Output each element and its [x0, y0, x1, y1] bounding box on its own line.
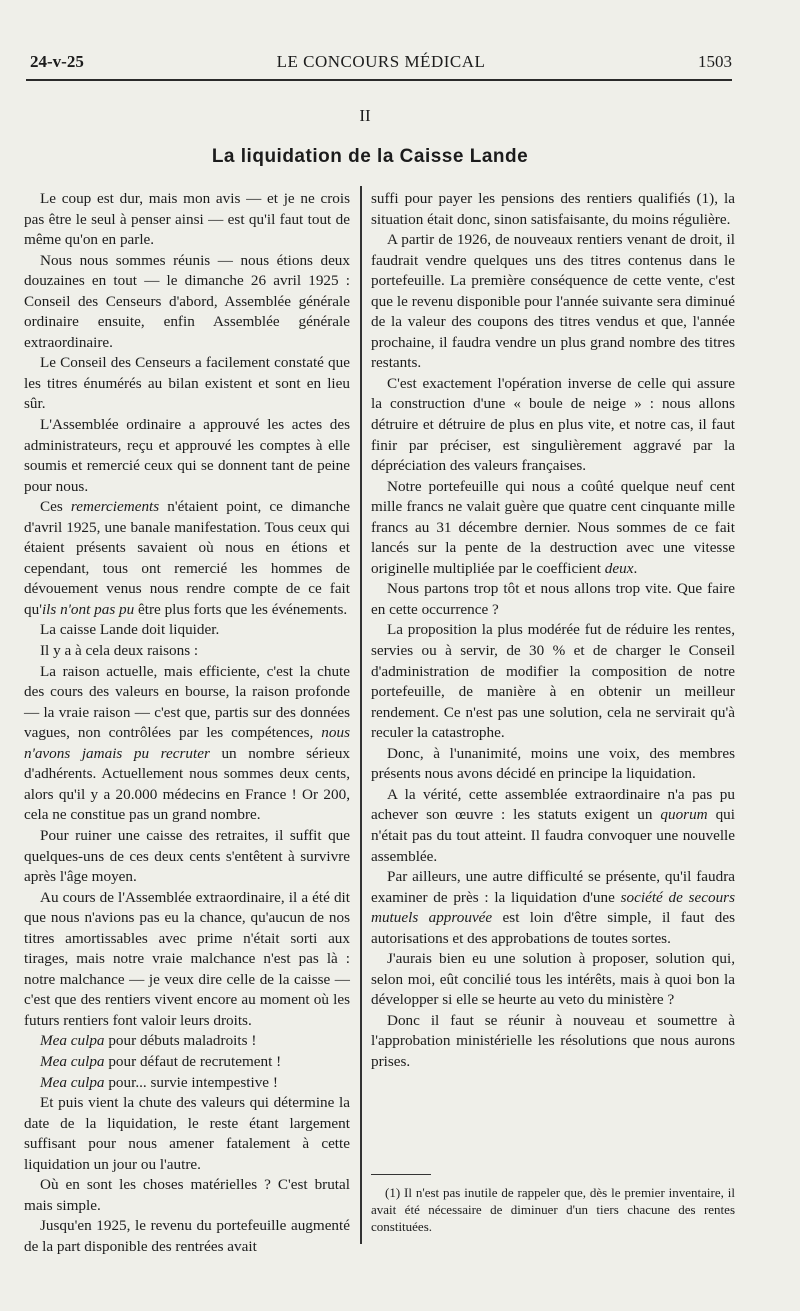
italic-text: quorum — [660, 806, 708, 824]
page-number: 1503 — [698, 52, 732, 71]
paragraph-text: n'étaient point, ce dimanche d'avril 1925, une banale manifestation. Tous ceux qui étaient présents savaient où nous en étions et cependant, tous ont remercié les hommes de dévouement venus nous rendre compte de ce fait qu' — [24, 498, 351, 618]
italic-text: Mea culpa — [40, 1052, 105, 1070]
paragraph: La caisse Lande doit liquider. — [40, 621, 220, 639]
italic-text: deux — [604, 559, 634, 577]
paragraph: L'Assemblée ordinaire a approuvé les actes des administrateurs, reçu et approuvé les comptes à elle soumis et remercié ceux qui se donnent tant de peine pour nous. — [24, 416, 350, 495]
paragraph — [24, 662, 350, 826]
running-header — [30, 52, 732, 76]
italic-text: ils n'ont pas pu — [41, 600, 135, 618]
paragraph-text: pour défaut de recrutement ! — [104, 1052, 282, 1070]
paragraph-text: pour débuts maladroits ! — [104, 1032, 257, 1050]
italic-text: société de secours mutuels approuvée — [371, 888, 736, 927]
paragraph: Le coup est dur, mais mon avis — et je ne crois pas être le seul à penser ainsi — est qu'il faut tout de même qu'on en parle. — [24, 190, 350, 249]
paragraph: Nous nous sommes réunis — nous étions deux douzaines en tout — le dimanche 26 avril 1925 : Conseil des Censeurs d'abord, Assemblée générale ordinaire ensuite, enfin Assemblée générale extraordinaire. — [24, 251, 350, 351]
paragraph-text: Par ailleurs, une autre difficulté se présente, qu'il faudra examiner de près : la liquidation d'une — [371, 868, 735, 906]
paragraph — [24, 1031, 350, 1052]
header-rule — [26, 79, 732, 81]
footnote — [371, 1184, 735, 1235]
paragraph: J'aurais bien eu une solution à proposer, solution qui, selon moi, eût concilié tous les intérêts, mais à quoi bon la développer si elle se heurte au veto du ministère ? — [371, 950, 735, 1009]
left-column — [24, 189, 350, 1257]
footnote-rule — [371, 1174, 431, 1175]
paragraph — [24, 1052, 350, 1073]
paragraph — [371, 785, 735, 867]
paragraph-text: suffi pour payer les pensions des rentiers qualifiés (1), la situation était donc, sinon satisfaisante, du moins régulière. — [371, 190, 735, 228]
paragraph-text: Ces — [40, 498, 71, 516]
section-number: II — [359, 106, 371, 125]
paragraph — [24, 497, 350, 620]
right-column — [371, 189, 735, 1073]
paragraph: La proposition la plus modérée fut de réduire les rentes, servies ou à servir, de 30 % et de charger le Conseil d'administration de modifier la composition de notre portefeuille, de manière à en obtenir un meilleur rendement. Ce n'est pas une solution, cela ne servirait qu'à reculer la catastrophe. — [371, 621, 735, 742]
paragraph-text: un nombre sérieux d'adhérents. Actuellement nous sommes deux cents, alors qu'il y a 20.000 médecins en France ! Or 200, cela ne constitue pas un grand nombre. — [24, 744, 351, 824]
paragraph-text: Notre portefeuille qui nous a coûté quelque neuf cent mille francs ne valait guère que quatre cent cinquante mille francs au 31 décembre dernier. Nous sommes de ce fait lancés sur la pente de la destruction avec une vitesse originelle multipliée par le coefficient — [371, 477, 735, 577]
paragraph: A partir de 1926, de nouveaux rentiers venant de droit, il faudrait vendre quelques uns des titres contenus dans le portefeuille. La première conséquence de cette vente, c'est que le revenu disponible pour l'année suivante sera diminué de la valeur des coupons des titres vendus et que, l'année prochaine, il faudra vendre un plus grand nombre des titres restants. — [371, 231, 735, 372]
paragraph — [371, 477, 735, 580]
italic-text: Mea culpa — [40, 1073, 105, 1091]
paragraph: Donc il faut se réunir à nouveau et soumettre à l'approbation ministérielle les résolutions que nous aurons prises. — [371, 1011, 735, 1070]
article-title: La liquidation de la Caisse Lande — [211, 146, 529, 167]
paragraph: Et puis vient la chute des valeurs qui détermine la date de la liquidation, le reste étant largement suffisant pour nous amener fatalement à cette liquidation un jour ou l'autre. — [24, 1094, 350, 1173]
paragraph: Jusqu'en 1925, le revenu du portefeuille augmenté de la part disponible des rentrées avait — [24, 1217, 350, 1255]
paragraph — [24, 1073, 350, 1094]
paragraph: Le Conseil des Censeurs a facilement constaté que les titres énumérés au bilan existent et sont en lieu sûr. — [24, 354, 350, 413]
italic-text: nous n'avons jamais pu recruter — [24, 724, 350, 762]
paragraph-text: . — [633, 559, 638, 577]
journal-name: LE CONCOURS MÉDICAL — [276, 52, 486, 71]
paragraph: Il y a à cela deux raisons : — [40, 642, 199, 660]
paragraph: Donc, à l'unanimité, moins une voix, des membres présents nous avons décidé en principe la liquidation. — [371, 744, 735, 783]
paragraph — [371, 189, 735, 230]
italic-text: remerciements — [70, 498, 160, 516]
paragraph: Pour ruiner une caisse des retraites, il suffit que quelques-uns de ces deux cents s'entêtent à survivre après l'âge moyen. — [24, 826, 350, 886]
paragraph: Nous partons trop tôt et nous allons trop vite. Que faire en cette occurrence ? — [371, 580, 735, 618]
paragraph: C'est exactement l'opération inverse de celle qui assure la construction d'une « boule de neige » : nous allons détruire et détruire de plus en plus vite, et notre cas, il faut finir par préciser, est singulièrement aggravé par la dépréciation des valeurs françaises. — [371, 374, 735, 475]
paragraph-text: A la vérité, cette assemblée extraordinaire n'a pas pu achever son œuvre : les statuts exigent un — [371, 785, 735, 824]
column-divider — [360, 186, 362, 1244]
paragraph-text: qui n'était pas du tout atteint. Il faudra convoquer une nouvelle assemblée. — [371, 806, 735, 865]
paragraph-text: être plus forts que les événements. — [134, 600, 348, 618]
paragraph-text: pour... survie intempestive ! — [104, 1073, 278, 1091]
paragraph: Au cours de l'Assemblée extraordinaire, il a été dit que nous n'avions pas eu la chance, qu'aucun de nos titres amortissables avec prime n'était sorti aux tirages, mais notre vraie malchance n'est pas là : notre malchance — je veux dire celle de la caisse — c'est que des rentiers vivent encore au moment où les futurs rentiers font valoir leurs droits. — [24, 888, 350, 1029]
header-date: 24-v-25 — [30, 52, 84, 71]
paragraph: Où en sont les choses matérielles ? C'est brutal mais simple. — [24, 1176, 350, 1214]
footnote-text: (1) Il n'est pas inutile de rappeler que, dès le premier inventaire, il avait été nécessaire de diminuer d'un tiers chacune des rentes constituées. — [371, 1185, 735, 1234]
italic-text: Mea culpa — [40, 1032, 105, 1050]
paragraph — [371, 867, 735, 949]
paragraph-text: La raison actuelle, mais efficiente, c'est la chute des cours des valeurs en bourse, la raison profonde — la vraie raison — c'est que, partis sur des données vagues, non contrôlées par les compétences, — [24, 662, 350, 742]
paragraph-text: est loin d'être simple, il faut des autorisations et des approbations de toutes sortes. — [371, 909, 735, 947]
